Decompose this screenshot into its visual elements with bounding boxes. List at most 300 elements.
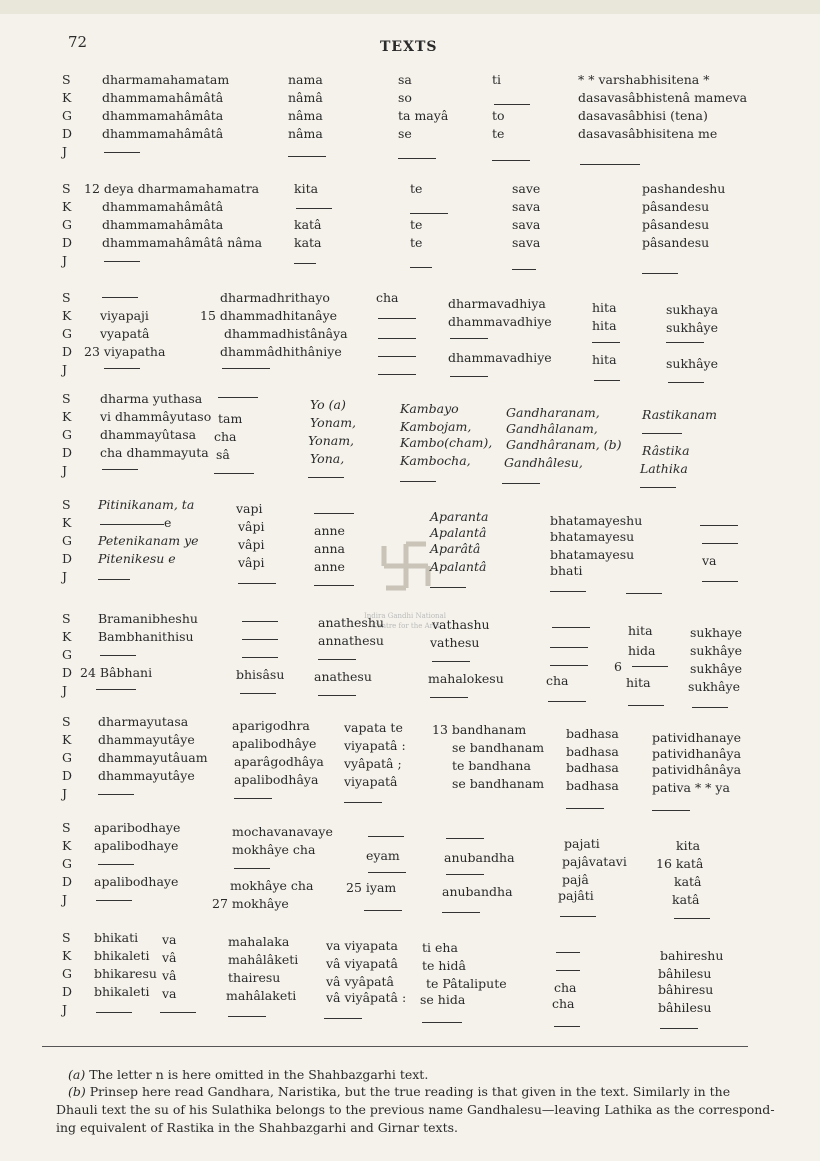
cell: cha [214, 429, 237, 444]
dash-line [450, 338, 488, 339]
cell: nâmâ [288, 90, 323, 105]
row-j [0, 144, 820, 162]
dash-line [324, 1018, 362, 1019]
dash-line [100, 524, 164, 525]
cell: vathesu [430, 635, 480, 650]
dash-line [628, 705, 664, 706]
cell: kita [676, 838, 701, 853]
cell: dhammayûtasa [100, 427, 197, 442]
cell: vyapatâ [100, 326, 150, 341]
cell: bâhilesu [658, 1000, 712, 1015]
cell: dharmayutasa [98, 714, 189, 729]
dash-line [446, 838, 484, 839]
cell: Pitinikanam, ta [98, 497, 195, 512]
cell: bahireshu [660, 948, 724, 963]
dash-line [242, 639, 278, 640]
line-key: S [62, 611, 71, 626]
cell: bâhilesu [658, 966, 712, 981]
cell: se bandhanam [452, 740, 545, 755]
dash-line [692, 707, 728, 708]
dash-line [296, 208, 332, 209]
cell: hita [592, 318, 617, 333]
dash-line [234, 798, 272, 799]
line-key: K [62, 838, 72, 853]
cell: badhasa [566, 744, 619, 759]
cell: pashandeshu [642, 181, 726, 196]
cell: patividhanaye [652, 730, 742, 745]
cell: anubandha [442, 884, 513, 899]
line-key: D [62, 235, 73, 250]
line-key: S [62, 290, 71, 305]
dash-line [160, 1012, 196, 1013]
cell: va [162, 932, 177, 947]
row-d [0, 235, 820, 253]
cell: hita [592, 300, 617, 315]
line-key: S [62, 714, 71, 729]
cell: sukhâye [666, 320, 719, 335]
dash-line [492, 160, 530, 161]
cell: dharmamahamatam [102, 72, 230, 87]
cell: viyapatâ : [344, 738, 406, 753]
dash-line [344, 802, 382, 803]
cell: Pitenikesu e [98, 551, 176, 566]
cell: pativa * * ya [652, 780, 730, 795]
cell: va [702, 553, 717, 568]
dash-line [378, 356, 416, 357]
cell: bhikaleti [94, 984, 150, 999]
cell: 16 katâ [656, 856, 704, 871]
line-key: K [62, 90, 72, 105]
cell: bhikaresu [94, 966, 157, 981]
dash-line [446, 874, 484, 875]
line-key: J [62, 463, 68, 478]
footnote-a-marker: (a) [68, 1067, 86, 1082]
cell: dhammamahâmâta [102, 217, 224, 232]
line-key: K [62, 308, 72, 323]
cell: viyapaji [100, 308, 149, 323]
cell: so [398, 90, 412, 105]
cell: 6 [614, 659, 622, 674]
cell: vâ vyâpatâ [326, 974, 394, 989]
cell: Gandharanam, [506, 405, 600, 420]
line-key: D [62, 445, 73, 460]
cell: Kambo(cham), [400, 435, 493, 450]
line-key: G [62, 533, 72, 548]
dash-line [318, 695, 356, 696]
dash-line [550, 647, 588, 648]
cell: vâ viyapatâ [326, 956, 398, 971]
cell: mokhâye cha [232, 842, 316, 857]
cell: sa [398, 72, 412, 87]
dash-line [422, 1022, 462, 1023]
footnote-rule [42, 1046, 748, 1047]
row-j [0, 892, 820, 910]
dash-line [432, 661, 470, 662]
cell: vi dhammâyutaso [100, 409, 212, 424]
cell: dhammâdhithâniye [220, 344, 342, 359]
line-key: D [62, 984, 73, 999]
row-j [0, 362, 820, 380]
row-j [0, 786, 820, 804]
cell: cha dhammayuta [100, 445, 209, 460]
cell: dharmavadhiya [448, 296, 546, 311]
cell: badhasa [566, 726, 619, 741]
cell: Kambojam, [400, 419, 472, 434]
cell: dharmadhrithayo [220, 290, 330, 305]
cell: te [410, 217, 423, 232]
cell: Yona, [310, 451, 345, 466]
dash-line [560, 916, 596, 917]
dash-line [100, 655, 136, 656]
cell: te Pâtalipute [426, 976, 507, 991]
dash-line [410, 213, 448, 214]
dash-line [580, 164, 640, 165]
cell: vyâpatâ ; [344, 756, 402, 771]
dash-line [228, 1016, 266, 1017]
cell: dhammayutâuam [98, 750, 208, 765]
dash-line [702, 543, 738, 544]
cell: Gandhâlesu, [504, 455, 583, 470]
cell: bhatamayesu [550, 547, 635, 562]
line-key: K [62, 948, 72, 963]
footnote-a [68, 1066, 428, 1083]
cell: aparibodhaye [94, 820, 181, 835]
cell: bâhiresu [658, 982, 714, 997]
line-key: G [62, 217, 72, 232]
cell: sava [512, 235, 541, 250]
dash-line [368, 872, 406, 873]
line-key: J [62, 683, 68, 698]
footnote-b-line1 [68, 1083, 730, 1100]
line-key: D [62, 768, 73, 783]
cell: anna [314, 541, 346, 556]
cell: vapi [236, 501, 263, 516]
line-key: K [62, 409, 72, 424]
line-key: D [62, 126, 73, 141]
cell: cha [376, 290, 399, 305]
cell: Petenikanam ye [98, 533, 199, 548]
line-key: S [62, 72, 71, 87]
cell: to [492, 108, 505, 123]
dash-line [512, 269, 536, 270]
cell: mokhâye cha [230, 878, 314, 893]
cell: va viyapata [326, 938, 398, 953]
cell: hita [592, 352, 617, 367]
dash-line [652, 810, 690, 811]
cell: anathesu [314, 669, 372, 684]
cell: * * varshabhisitena * [578, 72, 710, 87]
cell: hida [628, 643, 656, 658]
cell: badhasa [566, 760, 619, 775]
row-j [0, 683, 820, 701]
cell: Lathika [640, 461, 688, 476]
cell: se [398, 126, 412, 141]
cell: mahâlâketi [228, 952, 299, 967]
dash-line [552, 627, 590, 628]
line-key: G [62, 427, 72, 442]
row-s [0, 181, 820, 199]
dash-line [592, 342, 620, 343]
dash-line [430, 587, 466, 588]
dash-line [96, 1012, 132, 1013]
line-key: D [62, 344, 73, 359]
cell: Bambhanithisu [98, 629, 194, 644]
cell: bhikaleti [94, 948, 150, 963]
cell: ti [492, 72, 502, 87]
row-d [0, 665, 820, 694]
cell: pajâti [558, 888, 594, 903]
cell: sâ [216, 447, 230, 462]
cell: Apalantâ [430, 525, 487, 540]
dash-line [548, 701, 586, 702]
cell: va [162, 986, 177, 1001]
cell: nama [288, 72, 323, 87]
cell: thairesu [228, 970, 281, 985]
row-j [0, 569, 820, 587]
row-d [0, 768, 820, 795]
line-key: S [62, 930, 71, 945]
row-k [0, 838, 820, 871]
dash-line [294, 263, 316, 264]
cell: pajâ [562, 872, 589, 887]
line-key: S [62, 181, 71, 196]
dash-line [314, 513, 354, 514]
dash-line [550, 591, 586, 592]
cell: sukhâye [690, 661, 743, 676]
dash-line [566, 808, 604, 809]
row-j [0, 1002, 820, 1020]
dash-line [410, 267, 432, 268]
row-d [0, 344, 820, 371]
cell: vâpi [238, 555, 265, 570]
cell: vâpi [238, 537, 265, 552]
dash-line [308, 477, 344, 478]
cell: Apalantâ [430, 559, 487, 574]
page-title: TEXTS [380, 39, 438, 55]
page-top-edge [0, 0, 820, 14]
cell: katâ [674, 874, 702, 889]
line-key: J [62, 253, 68, 268]
line-key: K [62, 515, 72, 530]
cell: anne [314, 523, 345, 538]
cell: dhammavadhiye [448, 314, 552, 329]
cell: Kambayo [400, 401, 459, 416]
line-key: G [62, 108, 72, 123]
cell: aparigodhra [232, 718, 310, 733]
row-d [0, 445, 820, 476]
dash-line [378, 374, 416, 375]
cell: mochavanavaye [232, 824, 333, 839]
cell: e [164, 515, 172, 530]
dash-line [556, 952, 580, 953]
line-key: S [62, 391, 71, 406]
cell: save [512, 181, 541, 196]
cell: kata [294, 235, 322, 250]
line-key: G [62, 750, 72, 765]
footnote-b-line3: ing equivalent of Rastika in the Shahbazgarhi and Girnar texts. [56, 1120, 458, 1135]
cell: sava [512, 199, 541, 214]
cell: se hida [420, 992, 466, 1007]
line-key: J [62, 362, 68, 377]
cell: te hidâ [422, 958, 466, 973]
dash-line [550, 665, 588, 666]
cell: sukhâye [666, 356, 719, 371]
cell: hita [628, 623, 653, 638]
cell: cha [546, 673, 569, 688]
footnote-b-marker: (b) [68, 1084, 86, 1099]
cell: 24 Bâbhani [80, 665, 153, 680]
dash-line [104, 152, 140, 153]
cell: te [492, 126, 505, 141]
cell: Yonam, [310, 415, 357, 430]
cell: cha [554, 980, 577, 995]
cell: dhammavadhiye [448, 350, 552, 365]
cell: pajati [564, 836, 600, 851]
cell: bhikati [94, 930, 139, 945]
dash-line [632, 666, 668, 667]
line-key: K [62, 629, 72, 644]
cell: sukhâye [688, 679, 741, 694]
cell: dhammamahâmâtâ nâma [102, 235, 263, 250]
dash-line [674, 918, 710, 919]
cell: viyapatâ [344, 774, 398, 789]
line-key: J [62, 1002, 68, 1017]
dash-line [222, 368, 270, 369]
cell: te [410, 235, 423, 250]
dash-line [642, 273, 678, 274]
dash-line [314, 585, 354, 586]
cell: dasavasâbhistenâ mameva [578, 90, 748, 105]
row-k [0, 629, 820, 658]
footnote-a-text: The letter n is here omitted in the Shahbazgarhi text. [89, 1067, 429, 1082]
cell: bhati [550, 563, 583, 578]
line-key: D [62, 551, 73, 566]
cell: katâ [294, 217, 322, 232]
line-key: J [62, 144, 68, 159]
cell: anne [314, 559, 345, 574]
cell: pâsandesu [642, 199, 710, 214]
dash-line [554, 1026, 580, 1027]
dash-line [668, 382, 704, 383]
dash-line [98, 794, 134, 795]
dash-line [700, 525, 738, 526]
cell: Aparanta [430, 509, 489, 524]
cell: anubandha [444, 850, 515, 865]
line-key: J [62, 569, 68, 584]
cell: vâ [162, 968, 177, 983]
dash-line [240, 693, 276, 694]
dash-line [556, 970, 580, 971]
cell: tam [218, 411, 243, 426]
cell: mahalokesu [428, 671, 504, 686]
cell: dhammadhistânâya [224, 326, 348, 341]
cell: ti eha [422, 940, 458, 955]
cell: Gandhâranam, (b) [506, 437, 622, 452]
dash-line [96, 900, 132, 901]
cell: 15 dhammadhitanâye [200, 308, 338, 323]
row-d [0, 126, 820, 144]
cell: dharma yuthasa [100, 391, 203, 406]
cell: apalibodhâye [232, 736, 317, 751]
cell: Aparâtâ [430, 541, 481, 556]
cell: sukhâye [690, 643, 743, 658]
dash-line [96, 689, 136, 690]
row-d [0, 551, 820, 578]
cell: katâ [672, 892, 700, 907]
dash-line [234, 868, 270, 869]
dash-line [450, 376, 488, 377]
line-key: K [62, 199, 72, 214]
cell: bhatamayesu [550, 529, 635, 544]
cell: Rastikanam [642, 407, 717, 422]
dash-line [242, 657, 278, 658]
line-key: S [62, 820, 71, 835]
dash-line [318, 659, 356, 660]
cell: 12 deya dharmamahamatra [84, 181, 260, 196]
line-key: G [62, 647, 72, 662]
dash-line [242, 621, 278, 622]
watermark-text-line2: Centre for the Arts [372, 622, 440, 630]
line-key: K [62, 732, 72, 747]
dash-line [368, 836, 404, 837]
dash-line [494, 104, 530, 105]
dash-line [640, 487, 676, 488]
dash-line [378, 318, 416, 319]
cell: nâma [288, 108, 323, 123]
dash-line [400, 481, 436, 482]
footnote-b-text: Prinsep here read Gandhara, Naristika, but the true reading is that given in the text. Similarly in the [89, 1084, 731, 1099]
cell: sukhaye [690, 625, 743, 640]
cell: cha [552, 996, 575, 1011]
cell: badhasa [566, 778, 619, 793]
dash-line [218, 397, 258, 398]
line-key: G [62, 856, 72, 871]
cell: hita [626, 675, 651, 690]
cell: se bandhanam [452, 776, 545, 791]
dash-line [364, 910, 402, 911]
cell: 25 iyam [346, 880, 397, 895]
dash-line [102, 297, 138, 298]
dash-line [378, 338, 416, 339]
cell: dasavasâbhisi (tena) [578, 108, 708, 123]
dash-line [102, 469, 138, 470]
cell: vâ viyâpatâ : [326, 990, 407, 1005]
cell: te [410, 181, 423, 196]
dash-line [288, 156, 326, 157]
line-key: G [62, 966, 72, 981]
cell: Gandhâlanam, [506, 421, 598, 436]
cell: patividhanâya [652, 746, 742, 761]
cell: Yonam, [308, 433, 355, 448]
cell: 13 bandhanam [432, 722, 527, 737]
cell: dhammayutâye [98, 732, 195, 747]
dash-line [626, 593, 662, 594]
line-key: D [62, 665, 73, 680]
cell: dasavasâbhisitena me [578, 126, 718, 141]
row-k [0, 90, 820, 108]
dash-line [430, 697, 468, 698]
dash-line [594, 380, 620, 381]
cell: vathashu [432, 617, 490, 632]
row-s [0, 72, 820, 90]
cell: mahalaka [228, 934, 290, 949]
cell: annathesu [318, 633, 384, 648]
cell: dhammamahâmâtâ [102, 199, 224, 214]
cell: dhammayutâye [98, 768, 195, 783]
row-g [0, 108, 820, 126]
cell: bhatamayeshu [550, 513, 643, 528]
page-number: 72 [68, 33, 88, 51]
